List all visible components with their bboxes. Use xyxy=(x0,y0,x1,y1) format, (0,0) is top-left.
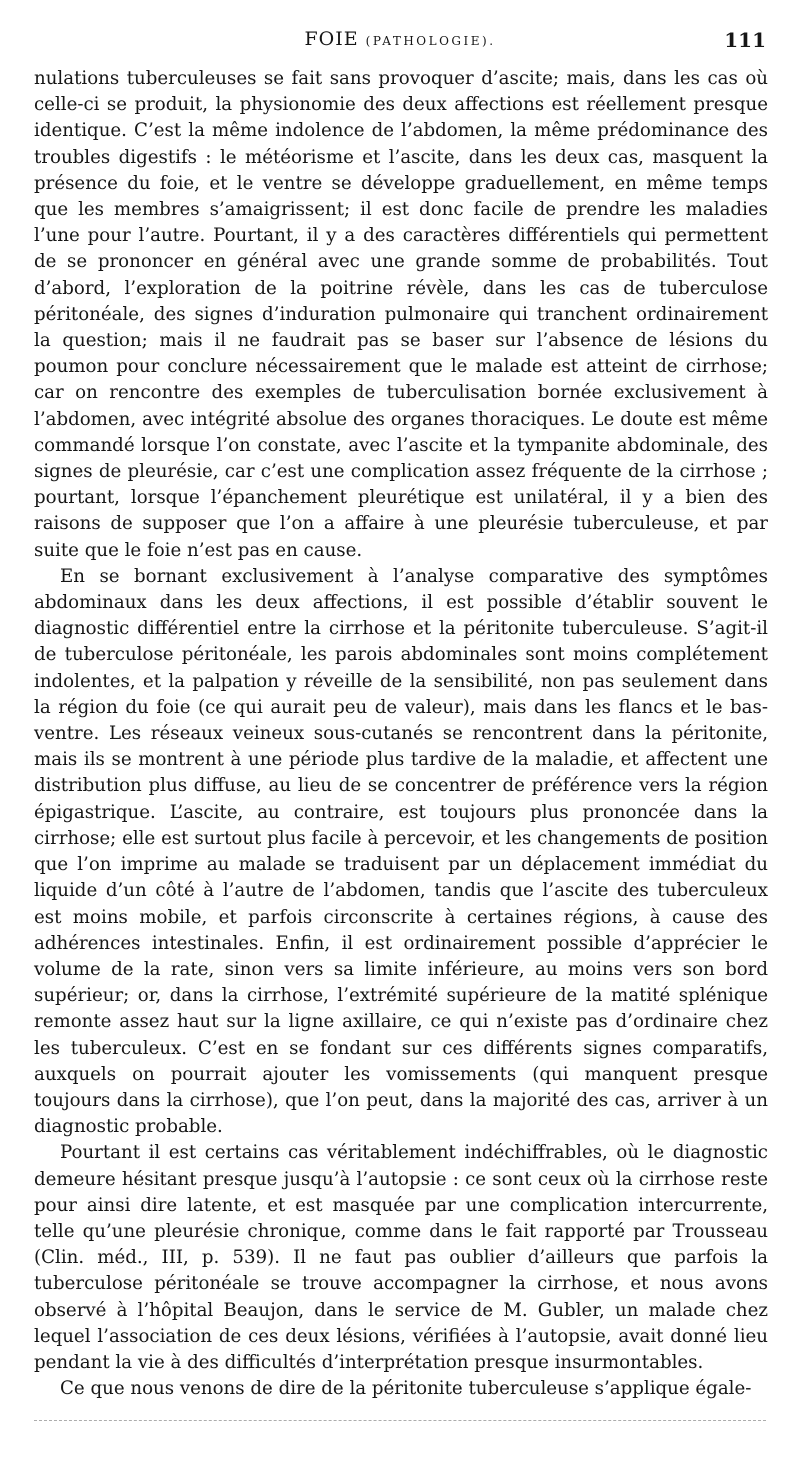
paragraph-1: nulations tuberculeuses se fait sans provoquer d’ascite; mais, dans les cas où celle-ci se produit, la physionomie des deux affections est réellement presque identique. C’est la même indolence de l’abdomen, la même prédominance des troubles digestifs : le météorisme et l’ascite, dans les deux cas, masquent la présence du foie, et le ventre se développe graduellement, en même temps que les membres s’amaigrissent; il est donc facile de prendre les maladies l’une pour l’autre. Pourtant, il y a des caractères différentiels qui permettent de se prononcer en général avec une grande somme de probabilités. Tout d’abord, l’exploration de la poitrine révèle, dans les cas de tuberculose péritonéale, des signes d’induration pulmonaire qui tranchent ordinairement la question; mais il ne faudrait pas se baser sur l’absence de lésions du poumon pour conclure nécessairement que le malade est atteint de cirrhose; car on rencontre des exemples de tuberculisation bornée exclusivement à l’abdomen, avec intégrité absolue des organes thoraciques. Le doute est même commandé lorsque l’on constate, avec l’ascite et la tympanite abdominale, des signes de pleurésie, car c’est une complication assez fréquente de la cirrhose ; pourtant, lorsque l’épanchement pleurétique est unilatéral, il y a bien des raisons de supposer que l’on a affaire à une pleurésie tuberculeuse, et par suite que le foie n’est pas en cause. xyxy=(34,68,768,561)
running-title xyxy=(34,28,766,50)
paragraph-4: Ce que nous venons de dire de la péritonite tuberculeuse s’applique égale- xyxy=(60,1378,752,1400)
body-text xyxy=(34,66,768,1402)
title-sub: (PATHOLOGIE). xyxy=(365,34,496,48)
paragraph-2: En se bornant exclusivement à l’analyse comparative des symptômes abdominaux dans les deux affections, il est possible d’établir souvent le diagnostic différentiel entre la cirrhose et la péritonite tuberculeuse. S’agit-il de tuberculose péritonéale, les parois abdominales sont moins complétement indolentes, et la palpation y réveille de la sensibilité, non pas seulement dans la région du foie (ce qui aurait peu de valeur), mais dans les flancs et le bas-ventre. Les réseaux veineux sous-cutanés se rencontrent dans la péritonite, mais ils se montrent à une période plus tardive de la maladie, et affectent une distribution plus diffuse, au lieu de se concentrer de préférence vers la région épigastrique. L’ascite, au contraire, est toujours plus prononcée dans la cirrhose; elle est surtout plus facile à percevoir, et les changements de position que l’on imprime au malade se traduisent par un déplacement immédiat du liquide d’un côté à l’autre de l’abdomen, tandis que l’ascite des tuberculeux est moins mobile, et parfois circonscrite à certaines régions, à cause des adhérences intestinales. Enfin, il est ordinairement possible d’apprécier le volume de la rate, sinon vers sa limite inférieure, au moins vers son bord supérieur; or, dans la cirrhose, l’extrémité supérieure de la matité splénique remonte assez haut sur la ligne axillaire, ce qui n’existe pas d’ordinaire chez les tuberculeux. C’est en se fondant sur ces différents signes comparatifs, auxquels on pourrait ajouter les vomissements (qui manquent presque toujours dans la cirrhose), que l’on peut, dans la majorité des cas, arriver à un diagnostic probable. xyxy=(34,565,768,1138)
footer-rule xyxy=(34,1420,766,1423)
page-number: 111 xyxy=(724,28,766,52)
paragraph-3: Pourtant il est certains cas véritablement indéchiffrables, où le diagnostic demeure hésitant presque jusqu’à l’autopsie : ce sont ceux où la cirrhose reste pour ainsi dire latente, et est masquée par une complication intercurrente, telle qu’une pleurésie chronique, comme dans le fait rapporté par Trousseau (Clin. méd., III, p. 539). Il ne faut pas oublier d’ailleurs que parfois la tuberculose péritonéale se trouve accompagner la cirrhose, et nous avons observé à l’hôpital Beaujon, dans le service de M. Gubler, un malade chez lequel l’association de ces deux lésions, vérifiées à l’autopsie, avait donné lieu pendant la vie à des difficultés d’interprétation presque insurmontables. xyxy=(34,1142,768,1373)
running-header xyxy=(34,28,766,56)
title-main: FOIE xyxy=(304,28,359,50)
